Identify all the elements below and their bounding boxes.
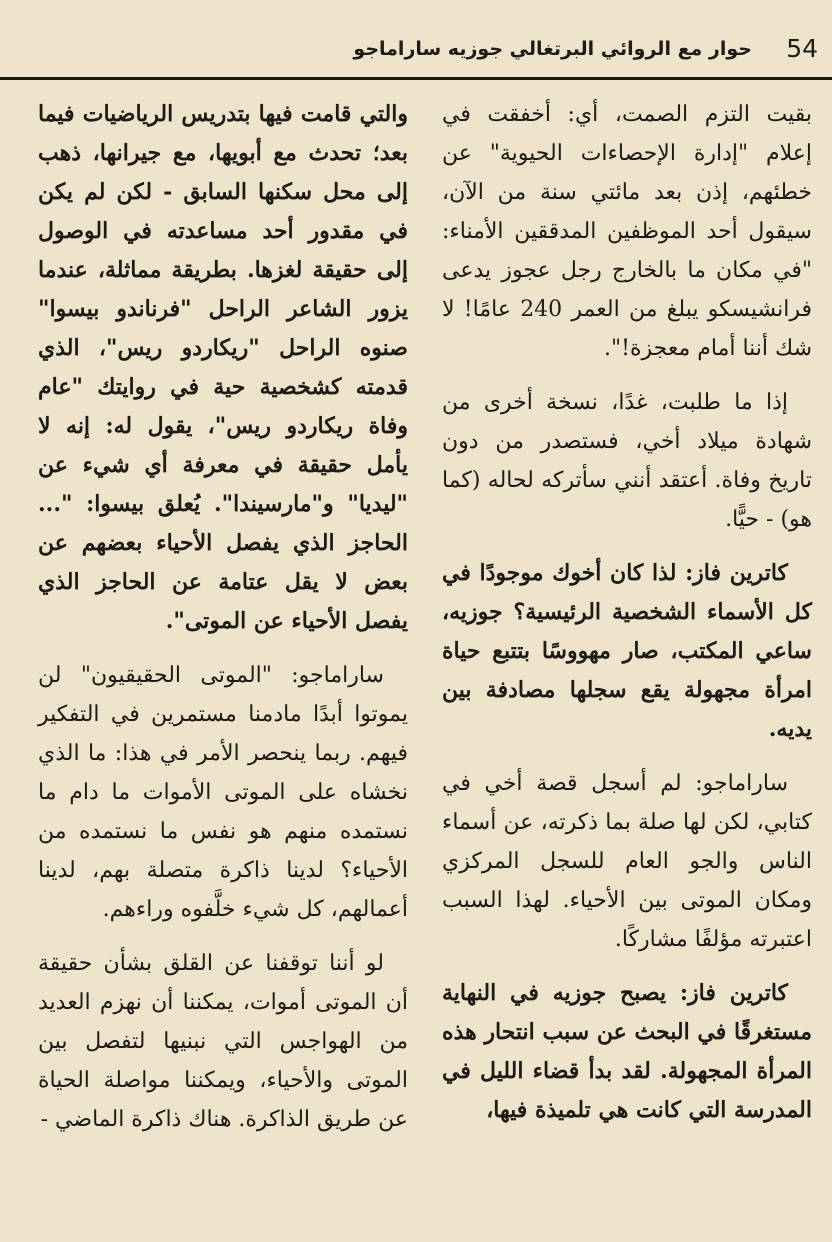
paragraph: إذا ما طلبت، غدًا، نسخة أخرى من شهادة ميلاد أخي، فستصدر من دون تاريخ وفاة. أعتقد أنني سأتركه لحاله (كما هو) - حيًّا.: [442, 390, 812, 532]
paragraph: بقيت التزم الصمت، أي: أخفقت في إعلام "إدارة الإحصاءات الحيوية" عن خطئهم، إذن بعد مائتي سنة من الآن، سيقول أحد الموظفين المدققين الأمناء: "في مكان ما بالخارج رجل عجوز يدعى فرانشيسكو يبلغ من العمر 240 عامًا! لا شك أننا أمام معجزة!".: [442, 102, 812, 361]
paragraph: كاترين فاز: لذا كان أخوك موجودًا في كل الأسماء الشخصية الرئيسية؟ جوزيه، ساعي المكتب، صار مهووسًا بتتبع حياة امرأة مجهولة يقع سجلها مصادفة بين يديه.: [442, 560, 812, 742]
running-title: حوار مع الروائي البرتغالي جوزيه ساراماجو: [353, 38, 752, 60]
page-number: 54: [786, 34, 818, 63]
right-column: [442, 95, 812, 1145]
paragraph: ساراماجو: "الموتى الحقيقيون" لن يموتوا أبدًا مادمنا مستمرين في التفكير فيهم. ربما ينحصر الأمر في هذا: ما الذي نخشاه على الموتى الأموات ما دام ما نستمده منهم هو نفس ما نستمده من الأحياء؟ لدينا ذاكرة متصلة بهم، لدينا أعمالهم، كل شيء خلَّفوه وراءهم.: [38, 663, 408, 922]
header-rule: [0, 77, 832, 80]
left-column: [38, 95, 408, 1154]
paragraph: كاترين فاز: يصبح جوزيه في النهاية مستغرقًا في البحث عن سبب انتحار هذه المرأة المجهولة. لقد بدأ قضاء الليل في المدرسة التي كانت هي تلميذة فيها،: [442, 980, 812, 1123]
paragraph: والتي قامت فيها بتدريس الرياضيات فيما بعد؛ تحدث مع أبويها، مع جيرانها، ذهب إلى محل سكنها السابق - لكن لم يكن في مقدور أحد مساعدته في الوصول إلى حقيقة لغزها. بطريقة مماثلة، عندما يزور الشاعر الراحل "فرناندو بيسوا" صنوه الراحل "ريكاردو ريس"، الذي قدمته كشخصية حية في روايتك "عام وفاة ريكاردو ريس"، يقول له: إنه لا يأمل حقيقة في معرفة أي شيء عن "ليديا" و"مارسيندا". يُعلق بيسوا: "... الحاجز الذي يفصل الأحياء بعضهم عن بعض لا يقل عتامة عن الحاجز الذي يفصل الأحياء عن الموتى".: [38, 101, 408, 634]
page-header: [0, 26, 832, 72]
paragraph: ساراماجو: لم أسجل قصة أخي في كتابي، لكن لها صلة بما ذكرته، عن أسماء الناس والجو العام للسجل المركزي ومكان الموتى بين الأحياء. لهذا السبب اعتبرته مؤلفًا مشاركًا.: [442, 771, 812, 952]
paragraph: لو أننا توقفنا عن القلق بشأن حقيقة أن الموتى أموات، يمكننا أن نهزم العديد من الهواجس التي نبنيها لتفصل بين الموتى والأحياء، ويمكننا مواصلة الحياة عن طريق الذاكرة. هناك ذاكرة الماضي -: [38, 951, 408, 1132]
